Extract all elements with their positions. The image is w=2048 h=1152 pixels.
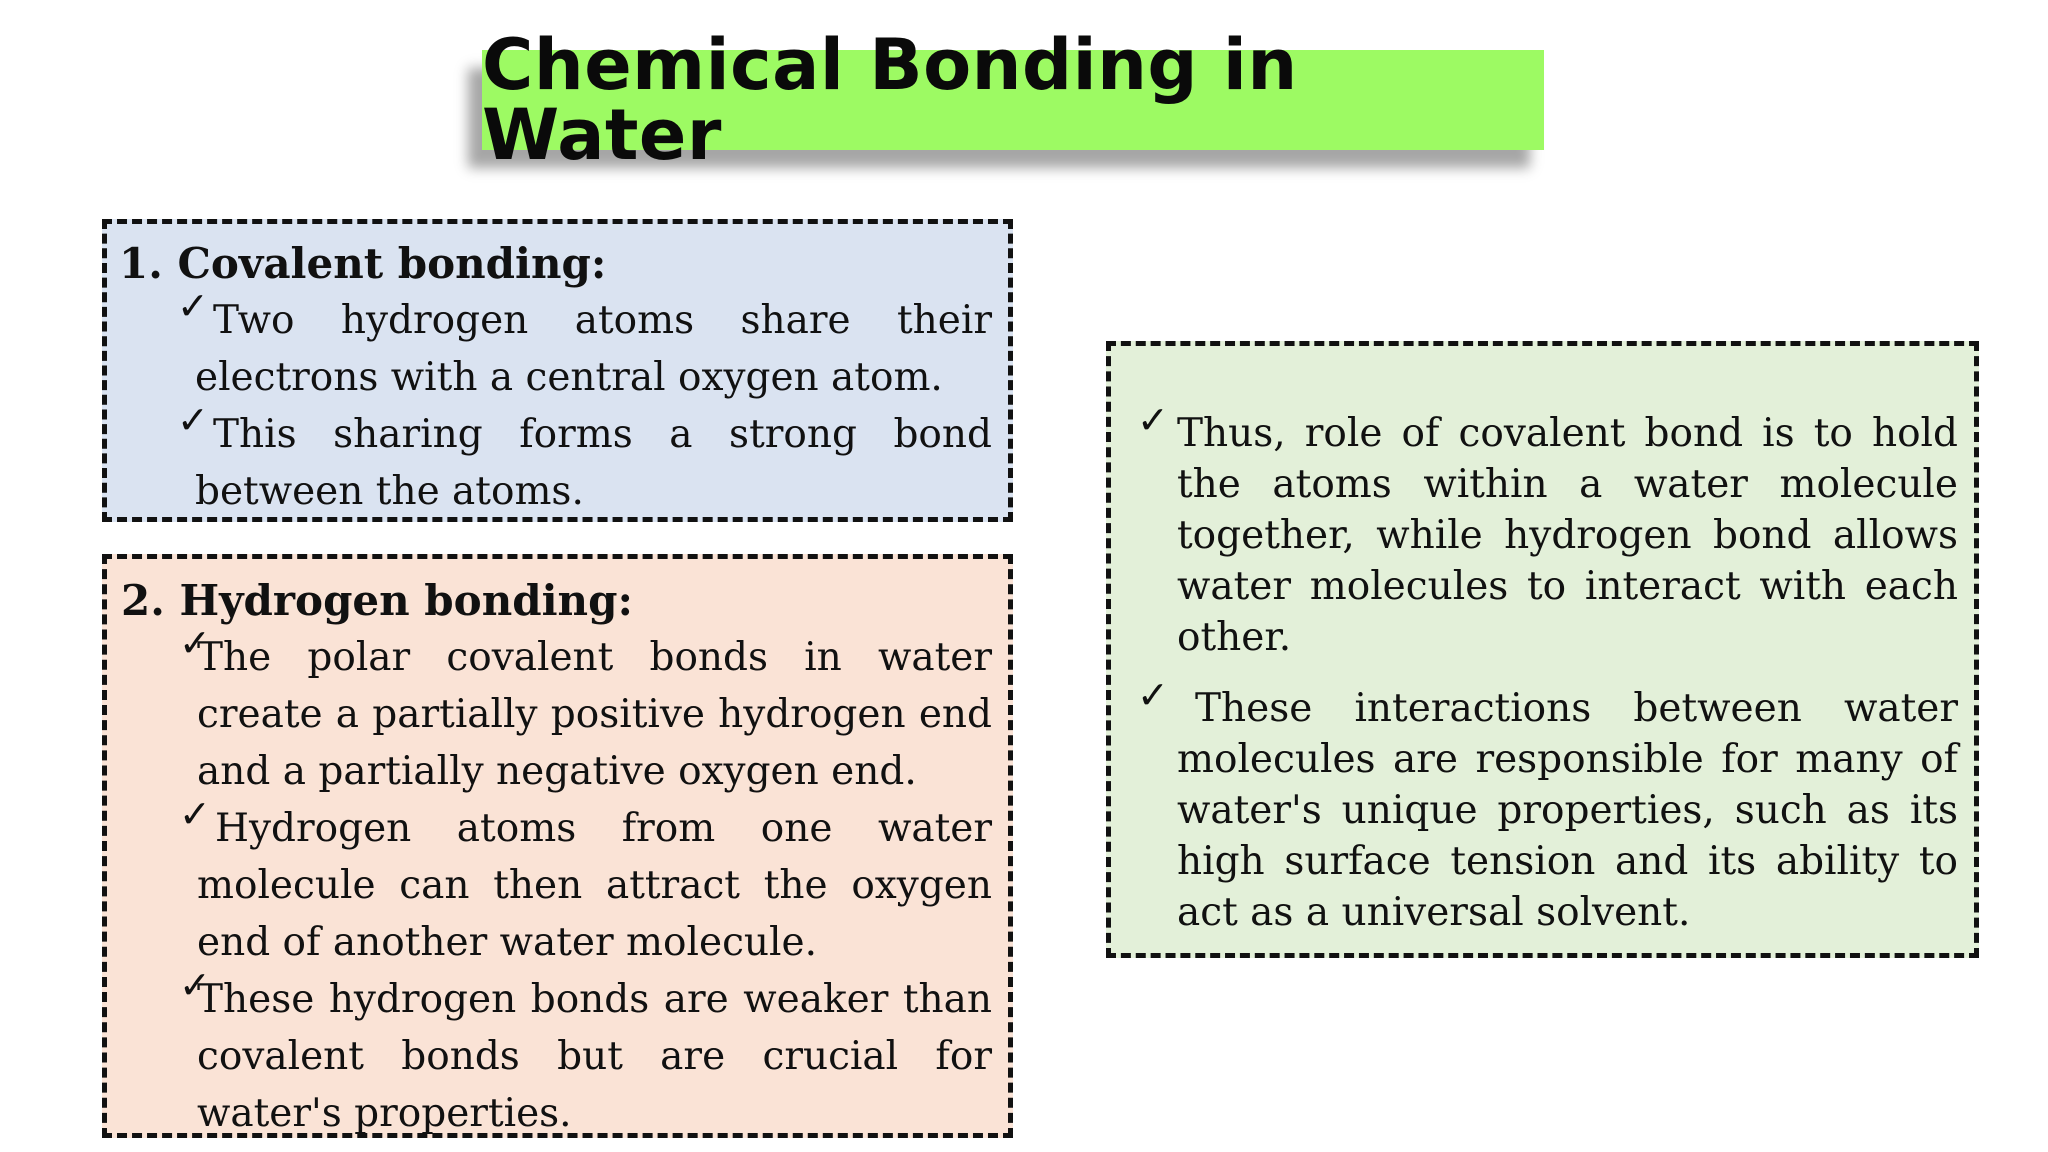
covalent-bonding-list bbox=[119, 284, 992, 520]
checkmark-icon: ✓ bbox=[179, 963, 211, 1007]
list-item-text: Hydrogen atoms from one water molecule can then attract the oxygen end of another water molecule. bbox=[197, 806, 992, 965]
list-item-text: Thus, role of covalent bond is to hold the atoms within a water molecule together, while hydrogen bond allows water molecules to interact with each other. bbox=[1177, 411, 1958, 660]
list-item-text: These interactions between water molecules are responsible for many of water's unique properties, such as its high surface tension and its ability to act as a universal solvent. bbox=[1177, 686, 1958, 935]
covalent-bonding-box bbox=[102, 219, 1013, 522]
list-item bbox=[119, 398, 992, 520]
list-item bbox=[1127, 398, 1958, 663]
list-item bbox=[121, 963, 992, 1142]
hydrogen-bonding-list bbox=[121, 621, 992, 1142]
checkmark-icon: ✓ bbox=[177, 284, 209, 328]
title-banner bbox=[482, 24, 1544, 176]
list-item-text: The polar covalent bonds in water create a partially positive hydrogen end and a partially negative oxygen end. bbox=[197, 635, 992, 794]
checkmark-icon: ✓ bbox=[179, 792, 211, 836]
checkmark-icon: ✓ bbox=[177, 398, 209, 442]
checkmark-icon: ✓ bbox=[1137, 673, 1169, 717]
list-item-text: Two hydrogen atoms share their electrons with a central oxygen atom. bbox=[195, 298, 992, 400]
covalent-bonding-heading: 1. Covalent bonding: bbox=[119, 239, 607, 288]
list-item-text: This sharing forms a strong bond between the atoms. bbox=[195, 412, 992, 514]
summary-box bbox=[1106, 341, 1979, 958]
list-item bbox=[121, 792, 992, 971]
summary-list bbox=[1127, 398, 1958, 938]
list-item bbox=[119, 284, 992, 406]
checkmark-icon: ✓ bbox=[179, 621, 211, 665]
hydrogen-bonding-heading: 2. Hydrogen bonding: bbox=[121, 576, 633, 625]
list-item bbox=[121, 621, 992, 800]
checkmark-icon: ✓ bbox=[1137, 398, 1169, 442]
hydrogen-bonding-box bbox=[102, 554, 1013, 1138]
page-title: Chemical Bonding in Water bbox=[482, 24, 1298, 176]
list-item-text: These hydrogen bonds are weaker than covalent bonds but are crucial for water's properties. bbox=[197, 977, 992, 1136]
list-item bbox=[1127, 673, 1958, 938]
